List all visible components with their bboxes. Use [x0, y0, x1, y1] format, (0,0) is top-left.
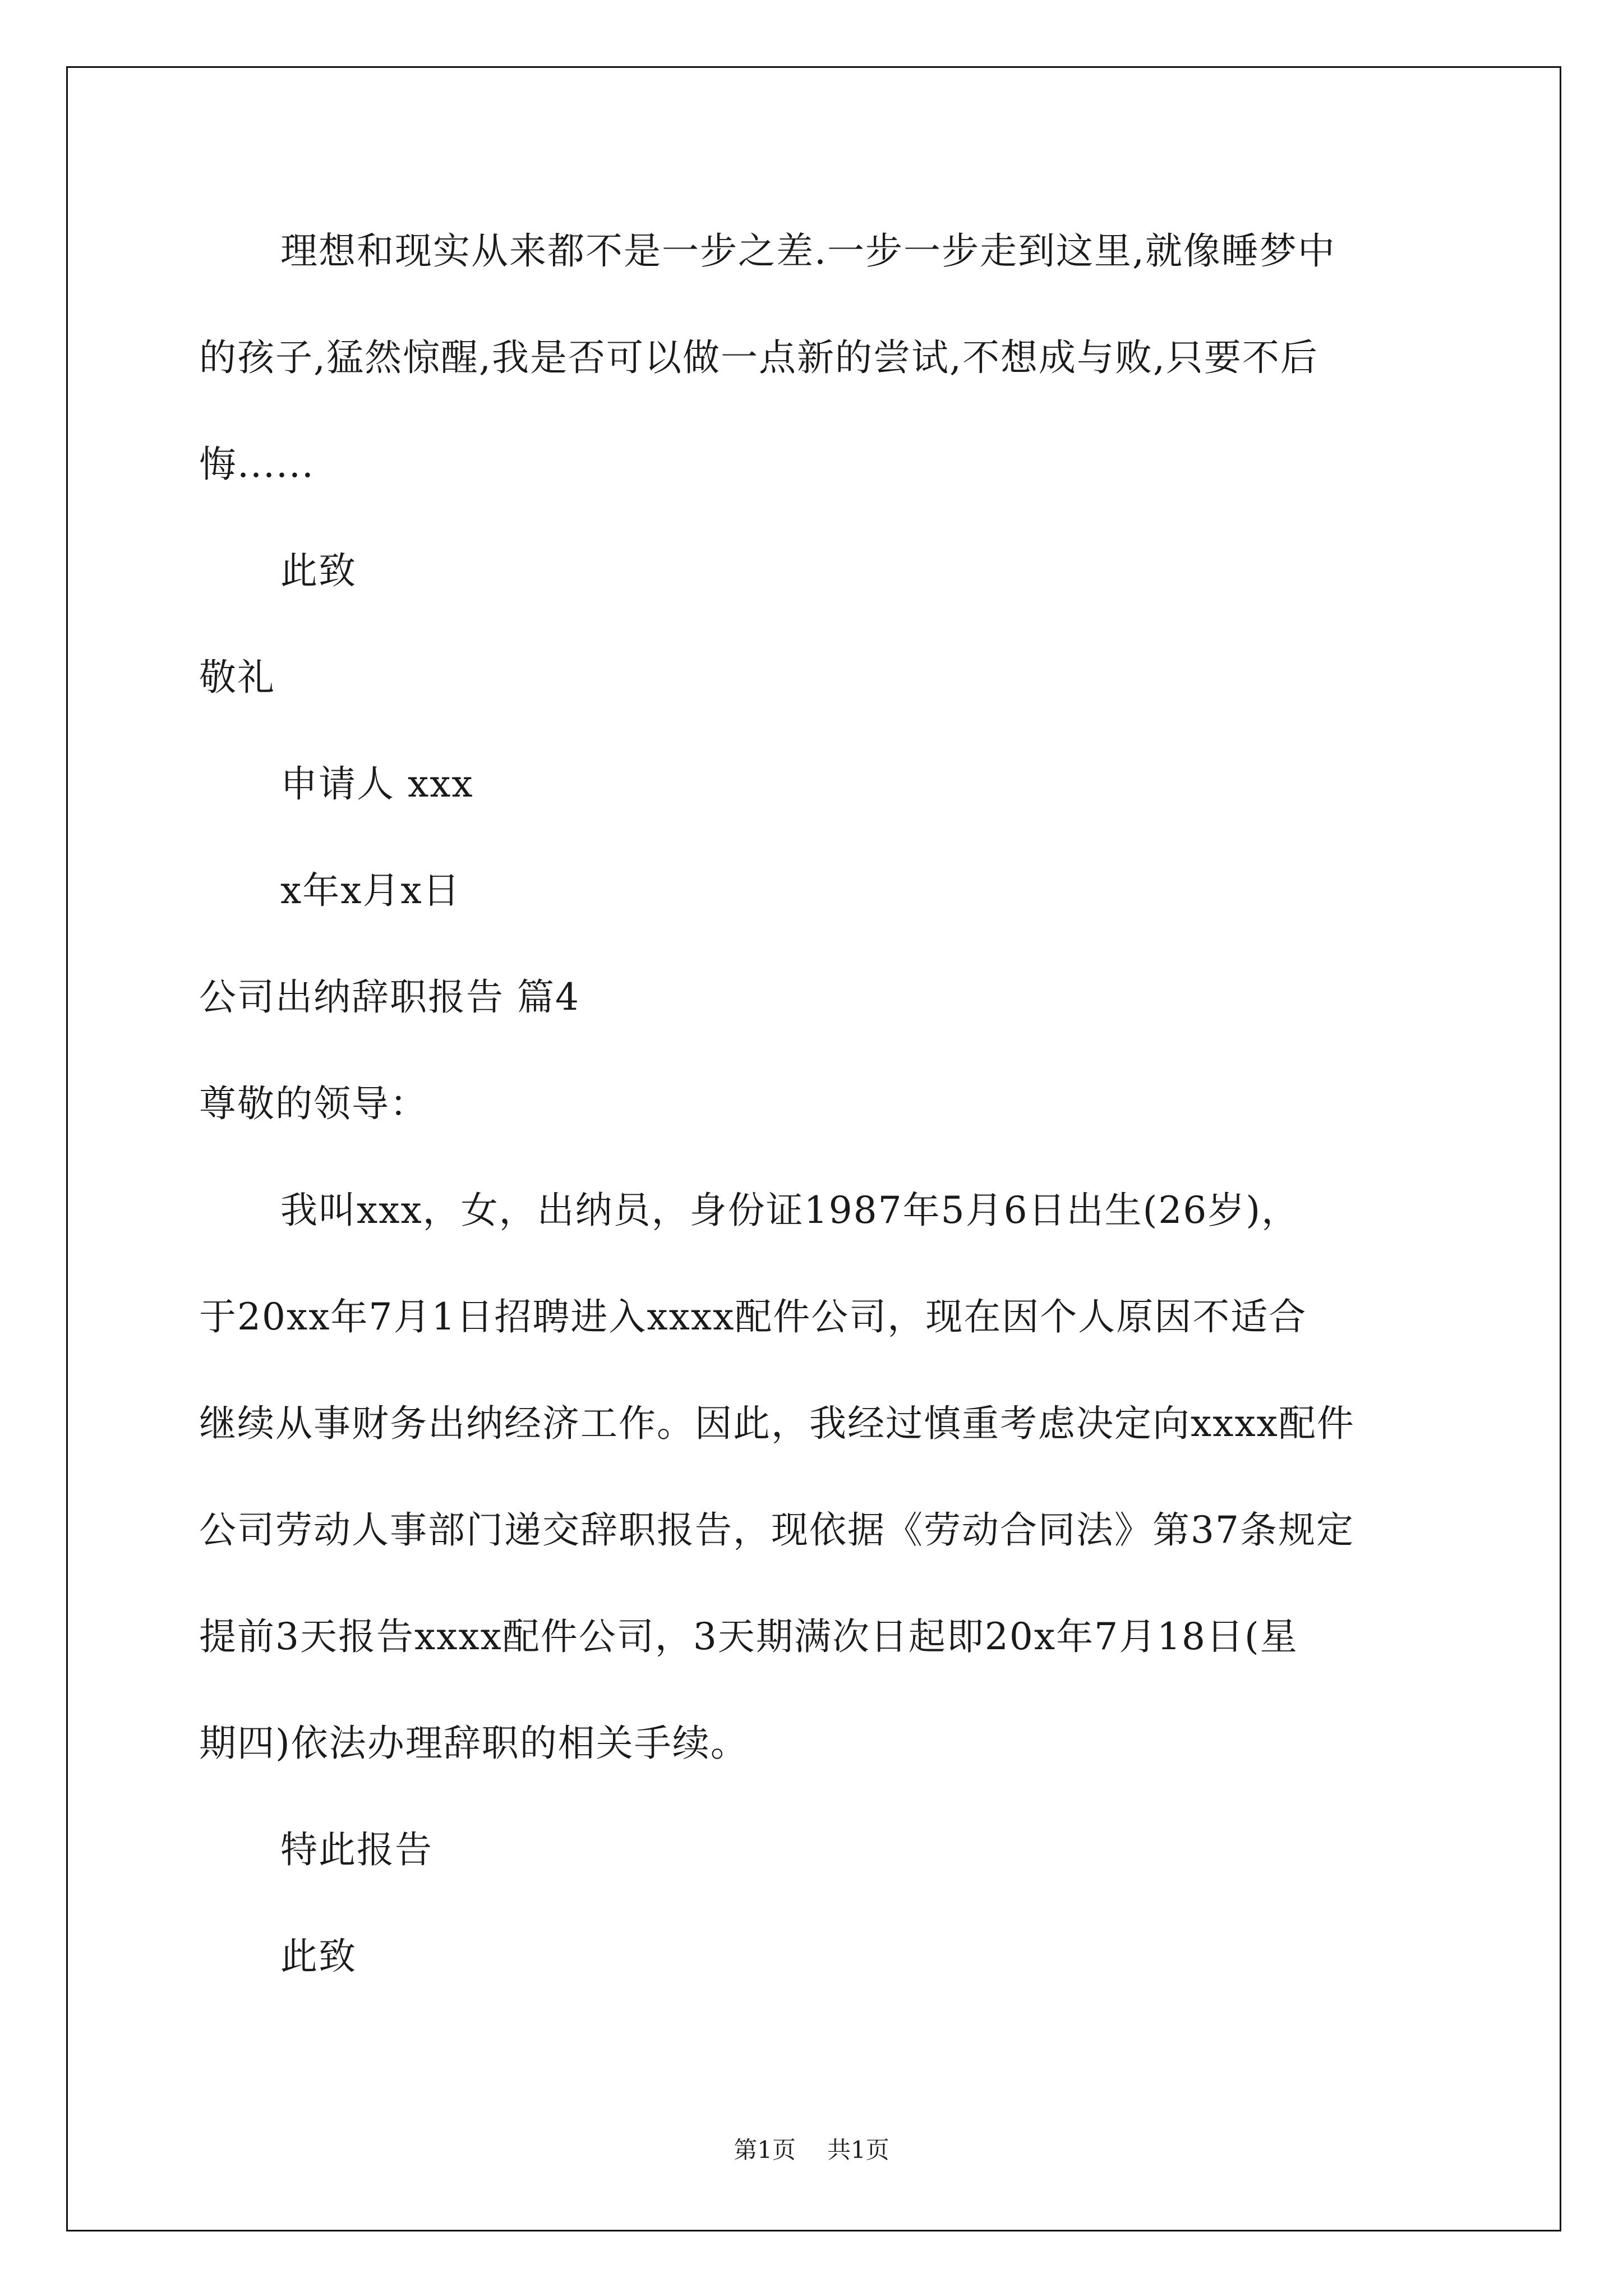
- report-closing: 特此报告: [280, 1828, 433, 1871]
- paragraph-line: 我叫xxx，女，出纳员，身份证1987年5月6日出生(26岁)，: [280, 1189, 1300, 1232]
- page-number-current: 第1页: [734, 2136, 796, 2164]
- applicant-name: 申请人 xxx: [280, 762, 474, 806]
- paragraph-line: 提前3天报告xxxx配件公司，3天期满次日起即20x年7月18日(星: [199, 1615, 1298, 1658]
- paragraph-line: 期四)依法办理辞职的相关手续。: [199, 1722, 749, 1765]
- paragraph-line: 公司劳动人事部门递交辞职报告，现依据《劳动合同法》第37条规定: [199, 1508, 1354, 1552]
- closing-regards: 敬礼: [199, 656, 275, 699]
- page-footer: [0, 2138, 1623, 2162]
- signature-date: x年x月x日: [280, 869, 461, 912]
- paragraph-line: 的孩子,猛然惊醒,我是否可以做一点新的尝试,不想成与败,只要不后: [199, 336, 1318, 379]
- paragraph-line: 悔......: [199, 443, 315, 486]
- paragraph-line: 于20xx年7月1日招聘进入xxxx配件公司，现在因个人原因不适合: [199, 1295, 1307, 1338]
- page-border: [66, 66, 1561, 2231]
- closing-salutation: 此致: [280, 549, 357, 592]
- paragraph-line: 继续从事财务出纳经济工作。因此，我经过慎重考虑决定向xxxx配件: [199, 1402, 1355, 1445]
- page-number-total: 共1页: [827, 2136, 889, 2164]
- letter-greeting: 尊敬的领导：: [199, 1082, 428, 1125]
- section-heading: 公司出纳辞职报告 篇4: [199, 976, 580, 1019]
- paragraph-line: 理想和现实从来都不是一步之差.一步一步走到这里,就像睡梦中: [280, 229, 1336, 273]
- closing-salutation: 此致: [280, 1935, 357, 1978]
